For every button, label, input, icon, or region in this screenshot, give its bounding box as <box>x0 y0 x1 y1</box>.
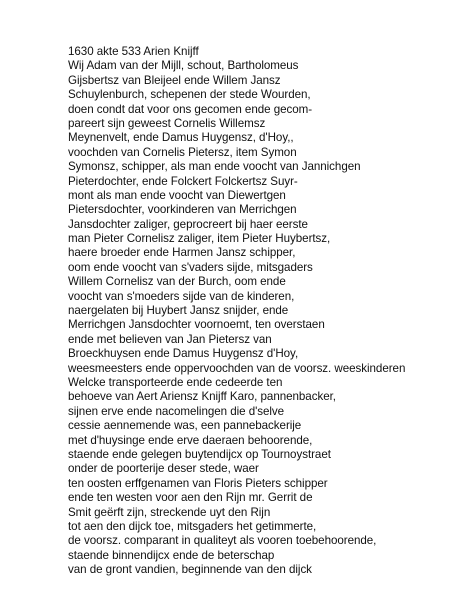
text-line: oom ende voocht van s'vaders sijde, mitsgaders <box>68 260 313 274</box>
text-line: Meynenvelt, ende Damus Huygensz, d'Hoy,, <box>68 131 294 145</box>
text-line: Pietersdochter, voorkinderen van Merrichgen <box>68 203 297 217</box>
text-line: Willem Cornelisz van der Burch, oom ende <box>68 275 286 289</box>
text-line: sijnen erve ende nacomelingen die d'selve <box>68 404 285 418</box>
text-line: Merrichgen Jansdochter voornoemt, ten overstaen <box>68 318 325 332</box>
text-line: behoeve van Aert Ariensz Knijff Karo, pannenbacker, <box>68 390 336 404</box>
text-line: met d'huysinge ende erve daeraen behoorende, <box>68 433 313 447</box>
text-line: cessie aennemende was, een pannebackerije <box>68 419 302 433</box>
text-line: onder de poorterije deser stede, waer <box>68 462 259 476</box>
text-line: mont als man ende voocht van Diewertgen <box>68 188 286 202</box>
text-line: ende ten westen voor aen den Rijn mr. Gerrit de <box>68 491 313 505</box>
text-line: ten oosten erffgenamen van Floris Pieters schipper <box>68 476 328 490</box>
text-line: weesmeesters ende oppervoochden van de voorsz. weeskinderen <box>68 361 406 375</box>
text-line: haere broeder ende Harmen Jansz schipper, <box>68 246 296 260</box>
text-line: van de gront vandien, beginnende van den dijck <box>68 563 312 577</box>
text-line: Wij Adam van der Mijll, schout, Bartholomeus <box>68 59 299 73</box>
text-line: staende ende gelegen buytendijcx op Tournoystraet <box>68 447 331 461</box>
text-line: pareert sijn geweest Cornelis Willemsz <box>68 116 266 130</box>
text-line: staende binnendijcx ende de beterschap <box>68 548 275 562</box>
text-line: doen condt dat voor ons gecomen ende gecom- <box>68 102 313 116</box>
text-line: Smit geërft zijn, streckende uyt den Rijn <box>68 505 271 519</box>
text-line: Schuylenburch, schepenen der stede Wourden, <box>68 88 311 102</box>
text-line: naergelaten bij Huybert Jansz snijder, ende <box>68 304 289 318</box>
text-line: tot aen den dijck toe, mitsgaders het getimmerte, <box>68 519 317 533</box>
text-line: Symonsz, schipper, als man ende voocht van Jannichgen <box>68 160 361 174</box>
document-text <box>68 45 458 577</box>
text-line: man Pieter Cornelisz zaliger, item Pieter Huybertsz, <box>68 232 331 246</box>
text-line: voocht van s'moeders sijde van de kinderen, <box>68 289 295 303</box>
text-line: voochden van Cornelis Pietersz, item Symon <box>68 145 297 159</box>
text-line: ende met believen van Jan Pietersz van <box>68 332 272 346</box>
text-line: Welcke transporteerde ende cedeerde ten <box>68 375 283 389</box>
text-line: 1630 akte 533 Arien Knijff <box>68 45 199 58</box>
text-line: Jansdochter zaliger, geprocreert bij haer eerste <box>68 217 308 231</box>
text-line: Pieterdochter, ende Folckert Folckertsz Suyr- <box>68 174 298 188</box>
text-line: Gijsbertsz van Bleijeel ende Willem Jansz <box>68 73 281 87</box>
text-line: de voorsz. comparant in qualiteyt als vooren toebehoorende, <box>68 534 377 548</box>
text-line: Broeckhuysen ende Damus Huygensz d'Hoy, <box>68 347 299 361</box>
